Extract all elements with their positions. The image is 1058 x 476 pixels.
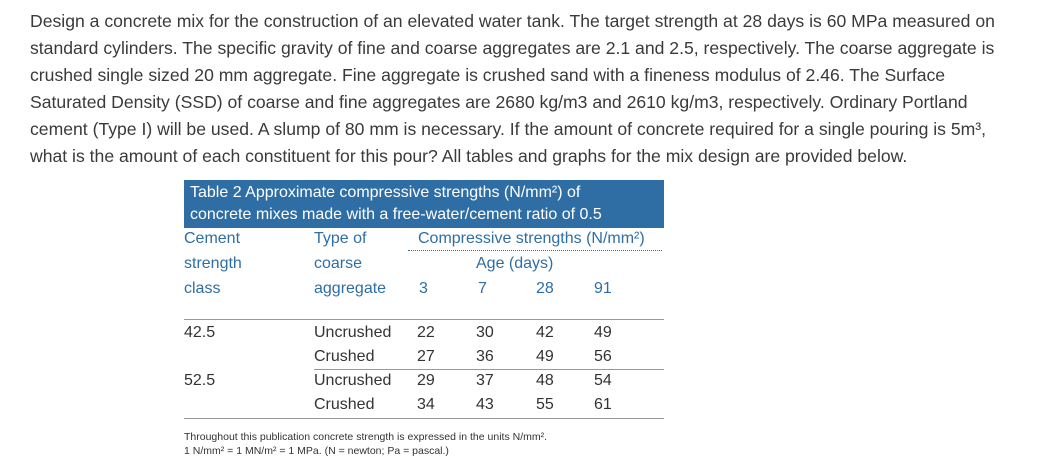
header-day-91: 91 [594, 280, 612, 297]
table-row [184, 321, 664, 345]
problem-line: crushed single sized 20 mm aggregate. Fine aggregate is crushed sand with a fineness modulus of 2.46. The Surface [30, 65, 946, 85]
row-value-7d: 30 [476, 324, 494, 341]
header-compressive-strengths: Compressive strengths (N/mm²) [418, 230, 645, 247]
header-aggregate: aggregate [314, 280, 387, 297]
header-dotted-rule [408, 250, 662, 251]
row-value-7d: 43 [476, 396, 494, 413]
footnote-line: Throughout this publication concrete strength is expressed in the units N/mm². [184, 431, 548, 443]
row-value-7d: 37 [476, 372, 494, 389]
problem-paragraph [30, 8, 1040, 170]
problem-line: what is the amount of each constituent for this pour? All tables and graphs for the mix design are provided below. [30, 146, 908, 166]
row-type: Uncrushed [314, 324, 392, 341]
table-title-line: Table 2 Approximate compressive strengths (N/mm²) of [190, 184, 581, 201]
row-value-28d: 42 [536, 324, 554, 341]
table-body [184, 321, 664, 417]
row-value-91d: 61 [594, 396, 612, 413]
header-class: class [184, 280, 221, 297]
row-class: 42.5 [184, 324, 216, 341]
header-day-7: 7 [478, 280, 487, 297]
header-cement: Cement [184, 230, 241, 247]
header-day-3: 3 [419, 280, 428, 297]
row-value-3d: 34 [417, 396, 435, 413]
header-age-days: Age (days) [476, 255, 554, 272]
problem-line: standard cylinders. The specific gravity of fine and coarse aggregates are 2.1 and 2.5, respectively. The coarse aggregate is [30, 38, 995, 58]
problem-line: Saturated Density (SSD) of coarse and fine aggregates are 2680 kg/m3 and 2610 kg/m3, respectively. Ordinary Portland [30, 92, 968, 112]
table-bottom-rule [184, 418, 664, 419]
header-strength: strength [184, 255, 242, 272]
row-value-7d: 36 [476, 348, 494, 365]
header-type-of: Type of [314, 230, 367, 247]
row-type: Crushed [314, 396, 375, 413]
header-day-28: 28 [536, 280, 554, 297]
header-coarse: coarse [314, 255, 363, 272]
row-value-3d: 27 [417, 348, 435, 365]
table-row [184, 393, 664, 417]
row-type: Crushed [314, 348, 375, 365]
row-value-3d: 22 [417, 324, 435, 341]
problem-statement [30, 8, 1040, 170]
footnote-line: 1 N/mm² = 1 MN/m² = 1 MPa. (N = newton; Pa = pascal.) [184, 445, 449, 457]
header-divider [184, 319, 664, 320]
row-value-91d: 49 [594, 324, 612, 341]
row-type: Uncrushed [314, 372, 392, 389]
row-value-28d: 49 [536, 348, 554, 365]
table-title [184, 180, 664, 228]
row-value-91d: 56 [594, 348, 612, 365]
row-value-91d: 54 [594, 372, 612, 389]
compressive-strength-table [184, 180, 664, 413]
problem-line: cement (Type I) will be used. A slump of 80 mm is necessary. If the amount of concrete required for a single pouring is 5m³, [30, 119, 987, 139]
table-title-line: concrete mixes made with a free-water/cement ratio of 0.5 [190, 206, 602, 223]
row-value-3d: 29 [417, 372, 435, 389]
table-footnote [184, 430, 547, 458]
row-class: 52.5 [184, 372, 216, 389]
problem-line: Design a concrete mix for the construction of an elevated water tank. The target strength at 28 days is 60 MPa measured on [30, 11, 995, 31]
table-row [184, 369, 664, 393]
table-row [184, 345, 664, 369]
table-header [184, 228, 664, 308]
row-value-28d: 55 [536, 396, 554, 413]
row-value-28d: 48 [536, 372, 554, 389]
